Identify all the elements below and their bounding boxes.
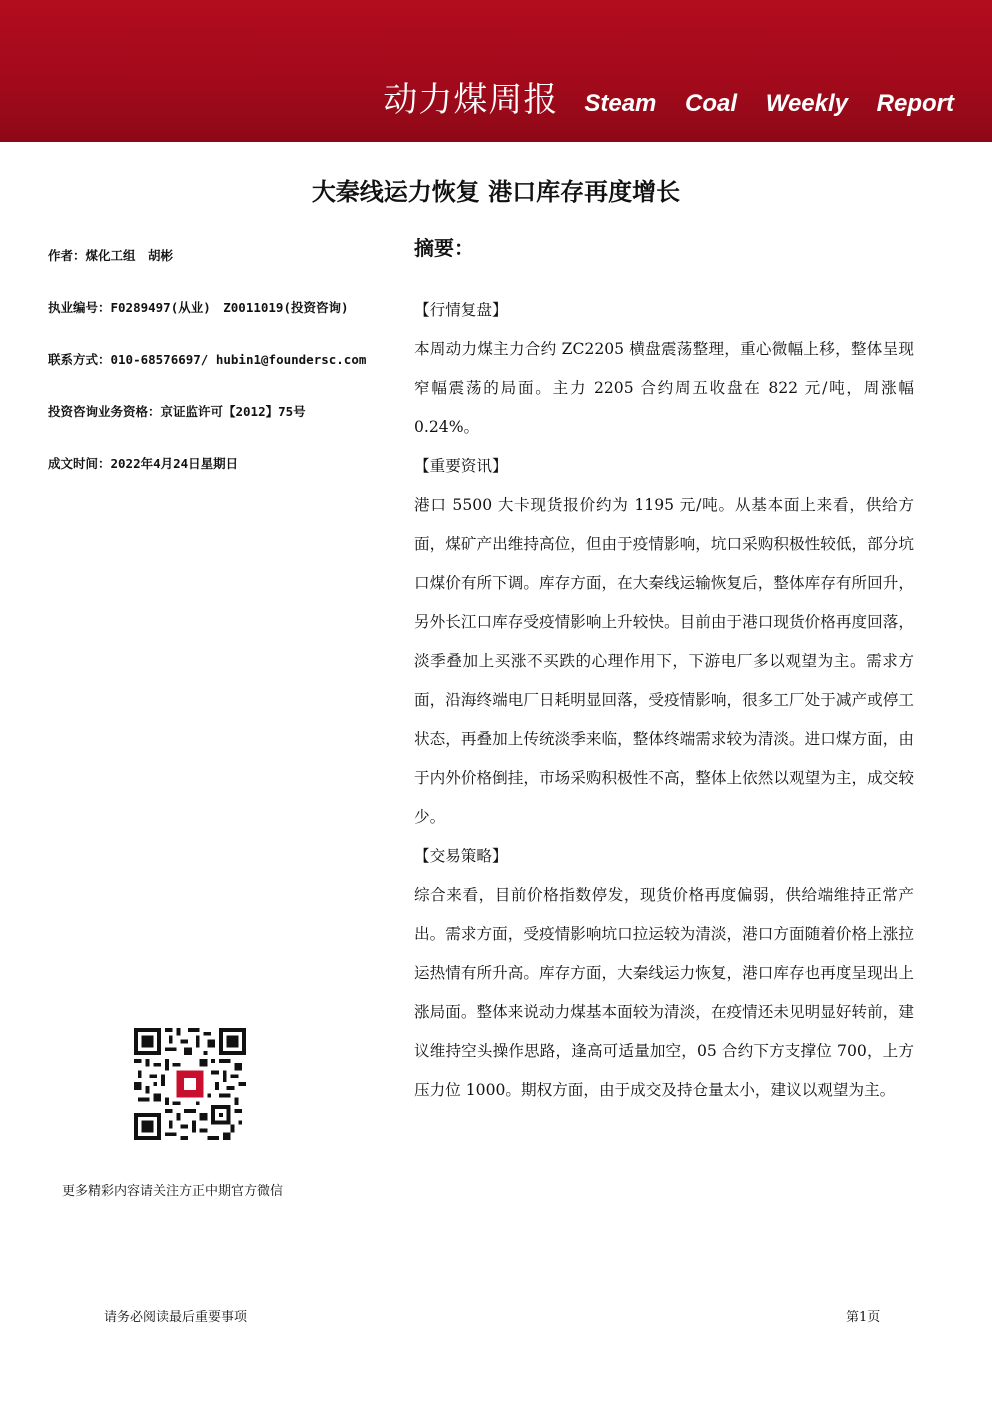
license-line: 执业编号：F0289497(从业) Z0011019(投资咨询): [48, 300, 349, 315]
footer-notice: 请务必阅读最后重要事项: [104, 1310, 248, 1325]
header-title: [383, 72, 954, 121]
header-title-en: Steam Coal Weekly Report: [584, 90, 954, 117]
date-line: 成文时间：2022年4月24日星期日: [48, 456, 239, 471]
qualification-line: 投资咨询业务资格：京证监许可【2012】75号: [48, 404, 306, 419]
author-line: 作者：煤化工组 胡彬: [48, 248, 174, 263]
section-title-key-news: 【重要资讯】: [414, 457, 508, 475]
section-body-key-news: 港口 5500 大卡现货报价约为 1195 元/吨。从基本面上来看，供给方面，煤矿产出维持高位，但由于疫情影响，坑口采购积极性较低，部分坑口煤价有所下调。库存方面，在大秦线运输恢复后，整体库存有所回升，另外长江口库存受疫情影响上升较快。目前由于港口现货价格再度回落，淡季叠加上买涨不买跌的心理作用下，下游电厂多以观望为主。需求方面，沿海终端电厂日耗明显回落，受疫情影响，很多工厂处于减产或停工状态，再叠加上传统淡季来临，整体终端需求较为清淡。进口煤方面，由于内外价格倒挂，市场采购积极性不高，整体上依然以观望为主，成交较少。: [414, 496, 914, 826]
section-body-strategy: 综合来看，目前价格指数停发，现货价格再度偏弱，供给端维持正常产出。需求方面，受疫情影响坑口拉运较为清淡，港口方面随着价格上涨拉运热情有所升高。库存方面，大秦线运力恢复，港口库存也再度呈现出上涨局面。整体来说动力煤基本面较为清淡，在疫情还未见明显好转前，建议维持空头操作思路，逢高可适量加空，05 合约下方支撑位 700，上方压力位 1000。期权方面，由于成交及持仓量太小，建议以观望为主。: [414, 886, 914, 1099]
qr-code-image: [134, 1028, 246, 1140]
report-header-banner: [0, 0, 992, 142]
header-title-cn: 动力煤周报: [383, 80, 559, 120]
section-body-market-review: 本周动力煤主力合约 ZC2205 横盘震荡整理，重心微幅上移，整体呈现窄幅震荡的局面。主力 2205 合约周五收盘在 822 元/吨，周涨幅 0.24%。: [414, 340, 914, 436]
contact-line: 联系方式：010-68576697/ hubin1@foundersc.com: [48, 352, 367, 367]
page-number: 第1页: [846, 1310, 881, 1325]
summary-heading: 摘要：: [414, 236, 474, 260]
summary-body: [414, 291, 914, 1110]
qr-caption: 更多精彩内容请关注方正中期官方微信: [62, 1184, 284, 1199]
section-title-market-review: 【行情复盘】: [414, 301, 508, 319]
section-title-strategy: 【交易策略】: [414, 847, 508, 865]
report-title: 大秦线运力恢复 港口库存再度增长: [311, 178, 681, 206]
